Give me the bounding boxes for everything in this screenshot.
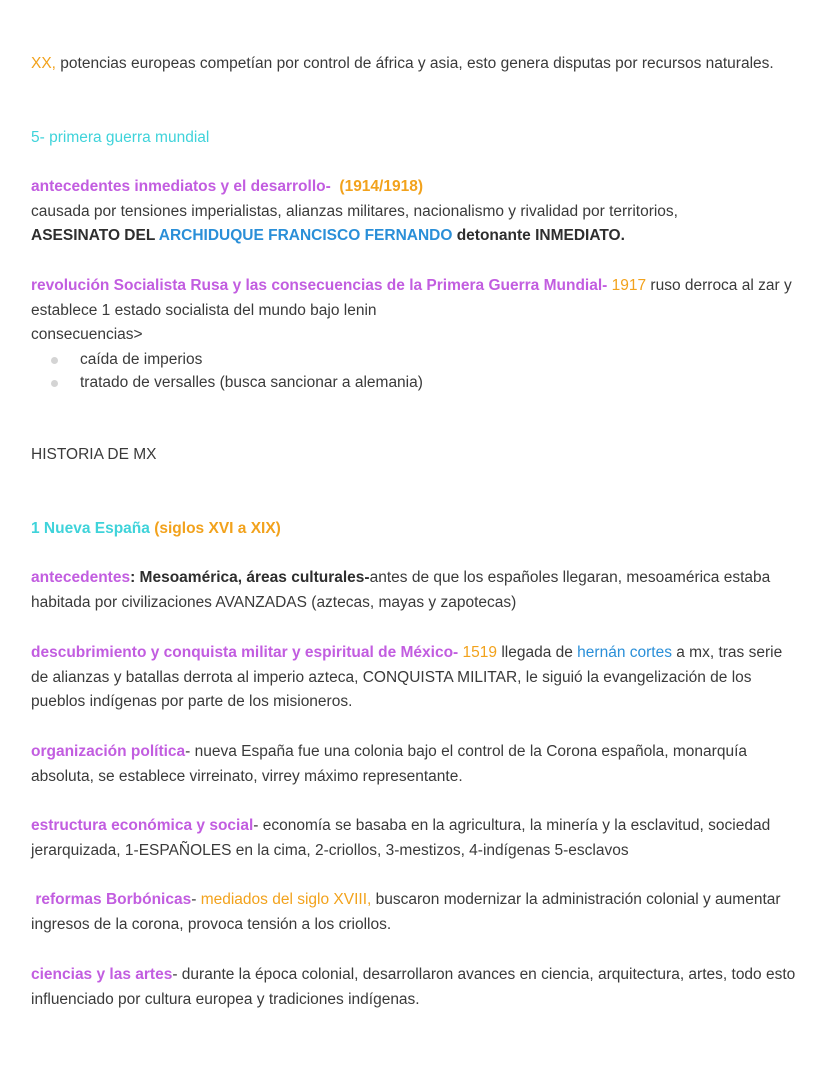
- person-name: hernán cortes: [577, 644, 672, 661]
- topic-title: descubrimiento y conquista militar y espiritual de México-: [31, 644, 459, 661]
- paragraph-imperialism: [31, 52, 801, 77]
- heading-text: 5- primera guerra mundial: [31, 129, 210, 146]
- heading-text: HISTORIA DE MX: [31, 446, 157, 463]
- detonator-text: detonante INMEDIATO.: [452, 227, 625, 244]
- year-label: 1917: [611, 277, 647, 294]
- topic-title: reformas Borbónicas: [35, 891, 192, 908]
- paragraph-text: potencias europeas competían por control de áfrica y asia, esto genera disputas por recursos naturales.: [55, 55, 774, 72]
- list-item: caída de imperios: [31, 349, 423, 372]
- paragraph-antecedentes: [31, 566, 801, 615]
- section-heading-ww1: [31, 126, 801, 151]
- paragraph-text: - nueva España fue una colonia bajo el control de la Corona española, monarquía absoluta, se establece virreinato, virrey máximo representante.: [31, 743, 748, 785]
- paragraph-text: antes de que los españoles llegaran, mesoamérica estaba habitada por civilizaciones AVANZADAS (aztecas, mayas y zapotecas): [31, 569, 771, 611]
- archduke-name: ARCHIDUQUE FRANCISCO FERNANDO: [158, 227, 453, 244]
- topic-title: organización política: [31, 743, 186, 760]
- paragraph-text: - economía se basaba en la agricultura, la minería y la esclavitud, sociedad jerarquizada, 1-ESPAÑOLES en la cima, 2-criollos, 3-mestizos, 4-indígenas 5-esclavos: [31, 817, 771, 859]
- bullet-dot-icon: [51, 380, 58, 387]
- topic-subtitle: : Mesoamérica, áreas culturales-: [130, 569, 370, 586]
- paragraph-reformas: [31, 888, 801, 937]
- consequences-list: [31, 349, 423, 394]
- century-label: XX,: [31, 55, 56, 72]
- topic-title: revolución Socialista Rusa y las consecuencias de la Primera Guerra Mundial-: [31, 277, 608, 294]
- section-heading-nueva-espana: [31, 517, 801, 542]
- topic-title: antecedentes: [31, 569, 131, 586]
- paragraph-text: - durante la época colonial, desarrollaron avances en ciencia, arquitectura, artes, todo esto influenciado por cultura europea y tradiciones indígenas.: [31, 966, 796, 1008]
- heading-text: 1 Nueva España: [31, 520, 150, 537]
- assassination-text: ASESINATO DEL: [31, 227, 159, 244]
- paragraph-estructura: [31, 814, 801, 863]
- bullet-dot-icon: [51, 357, 58, 364]
- paragraph-text: causada por tensiones imperialistas, alianzas militares, nacionalismo y rivalidad por territorios,: [31, 202, 678, 220]
- dash-text: -: [191, 891, 197, 908]
- list-item: tratado de versalles (busca sancionar a alemania): [31, 372, 423, 395]
- paragraph-text: ruso derroca al zar y establece 1 estado socialista del mundo bajo lenin: [31, 277, 792, 319]
- paragraph-russian-revolution: [31, 274, 801, 348]
- consequences-label: consecuencias>: [31, 326, 143, 343]
- paragraph-text: llegada de: [497, 644, 578, 661]
- section-heading-historia-mx: [31, 443, 801, 468]
- year-label: 1519: [462, 644, 498, 661]
- paragraph-ciencias-artes: [31, 963, 801, 1012]
- paragraph-organizacion-politica: [31, 740, 801, 789]
- period-label: mediados del siglo XVIII,: [196, 891, 372, 908]
- paragraph-antecedentes-inmediatos: [31, 175, 801, 249]
- paragraph-text: a mx, tras serie de alianzas y batallas derrota al imperio azteca, CONQUISTA MILITAR, le siguió la evangelización de los pueblos indígenas por parte de los misioneros.: [31, 644, 783, 710]
- topic-title: estructura económica y social: [31, 817, 254, 834]
- topic-title: antecedentes inmediatos y el desarrollo-: [31, 178, 331, 195]
- years-label: (1914/1918): [339, 178, 423, 195]
- paragraph-conquista: [31, 641, 801, 715]
- paragraph-text: buscaron modernizar la administración colonial y aumentar ingresos de la corona, provoca tensión a los criollos.: [31, 891, 781, 933]
- centuries-label: (siglos XVI a XIX): [154, 520, 281, 537]
- topic-title: ciencias y las artes: [31, 966, 173, 983]
